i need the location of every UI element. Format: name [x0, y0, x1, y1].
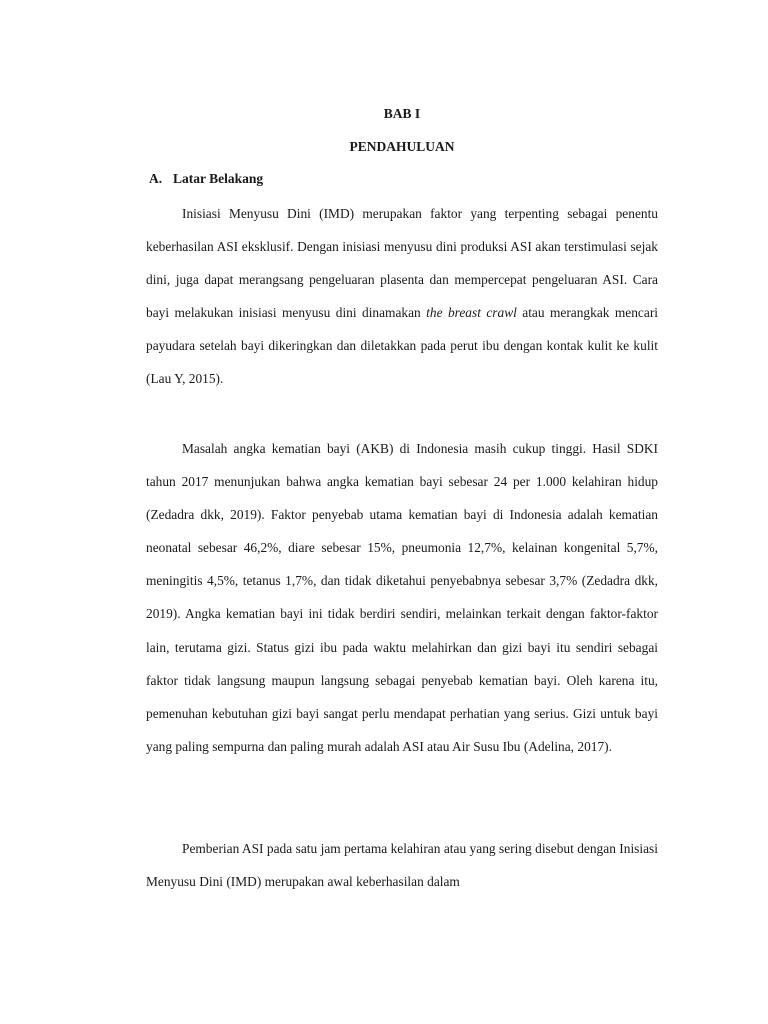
paragraph-imd-intro: [146, 197, 658, 396]
paragraph-asi-first-hour: Pemberian ASI pada satu jam pertama kelahiran atau yang sering disebut dengan Inisiasi Menyusu Dini (IMD) merupakan awal keberhasilan dalam: [146, 841, 658, 890]
section-title: Latar Belakang: [173, 171, 264, 186]
paragraph-1-text-b: atau merangkak mencari payudara setelah bayi dikeringkan dan diletakkan pada perut ibu dengan kontak kulit ke kulit (Lau Y, 2015).: [146, 305, 658, 387]
paragraph-1-text-a: Inisiasi Menyusu Dini (IMD) merupakan faktor yang terpenting sebagai penentu keberhasilan ASI eksklusif. Dengan inisiasi menyusu dini produksi ASI akan terstimulasi sejak dini, juga dapat merangsang pengeluaran plasenta dan mempercepat pengeluaran ASI. Cara bayi melakukan inisiasi menyusu dini dinamakan: [146, 206, 658, 321]
section-heading: [149, 171, 263, 187]
paragraph-1-italic-term: the breast crawl: [426, 305, 517, 321]
chapter-number: BAB I: [383, 106, 421, 121]
paragraph-infant-mortality: Masalah angka kematian bayi (AKB) di Indonesia masih cukup tinggi. Hasil SDKI tahun 2017 menunjukan bahwa angka kematian bayi sebesar 24 per 1.000 kelahiran hidup (Zedadra dkk, 2019). Faktor penyebab utama kematian bayi di Indonesia adalah kematian neonatal sebesar 46,2%, diare sebesar 15%, pneumonia 12,7%, kelainan kongenital 5,7%, meningitis 4,5%, tetanus 1,7%, dan tidak diketahui penyebabnya sebesar 3,7% (Zedadra dkk, 2019). Angka kematian bayi ini tidak berdiri sendiri, melainkan terkait dengan faktor-faktor lain, terutama gizi. Status gizi ibu pada waktu melahirkan dan gizi bayi itu sendiri sebagai faktor tidak langsung maupun langsung sebagai penyebab kematian bayi. Oleh karena itu, pemenuhan kebutuhan gizi bayi sangat perlu mendapat perhatian yang serius. Gizi untuk bayi yang paling sempurna dan paling murah adalah ASI atau Air Susu Ibu (Adelina, 2017).: [146, 441, 658, 754]
chapter-title: PENDAHULUAN: [349, 139, 455, 154]
section-number: A.: [149, 171, 163, 186]
